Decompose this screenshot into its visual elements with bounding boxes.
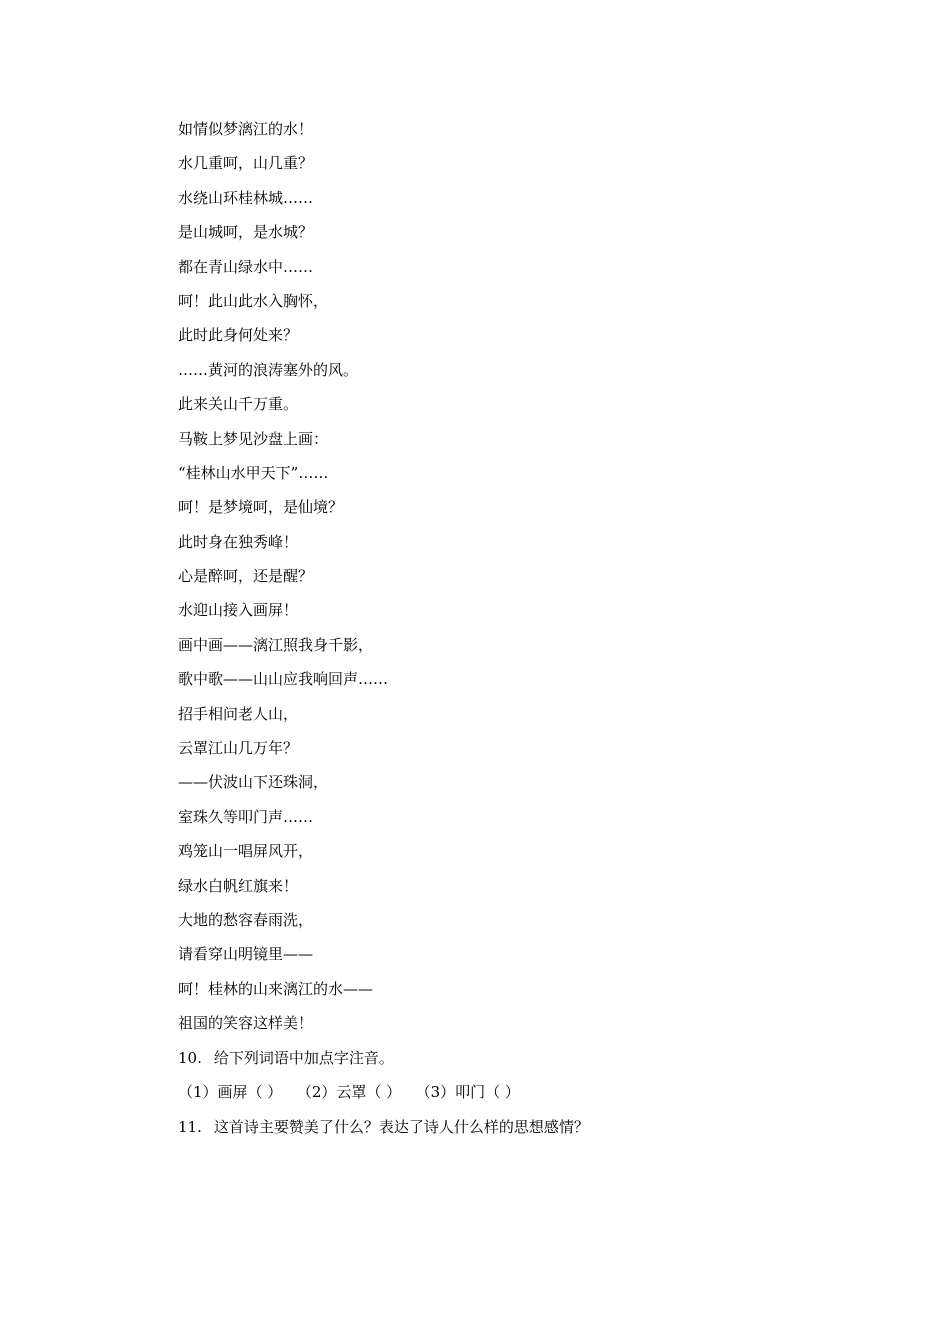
poem-line: 都在青山绿水中…… (178, 257, 314, 276)
poem-line: “桂林山水甲天下”…… (178, 463, 329, 482)
poem-line: 呵！此山此水入胸怀， (178, 291, 329, 310)
question-11-number: 11. (178, 1117, 202, 1136)
question-10-number: 10. (178, 1049, 202, 1067)
question-10-text: 给下列词语中加点字注音。 (213, 1049, 394, 1067)
questions-section (178, 1046, 589, 1149)
option-3: （3）叩门（ ） (423, 1083, 520, 1102)
poem-line: 云罩江山几万年？ (178, 739, 299, 758)
poem-line: 此时此身何处来？ (178, 326, 299, 345)
poem-line: ……黄河的浪涛塞外的风。 (178, 360, 359, 379)
poem-line: 马鞍上梦见沙盘上画： (178, 429, 329, 448)
question-11 (178, 1115, 589, 1149)
option-2: （2）云罩（ ） (304, 1083, 402, 1102)
poem-line: 此时身在独秀峰！ (178, 532, 299, 551)
poem-line: 呵！是梦境呵，是仙境？ (178, 498, 344, 517)
poem-body (178, 117, 388, 1046)
poem-line: 祖国的笑容这样美！ (178, 1014, 314, 1033)
question-10 (178, 1046, 589, 1080)
poem-line: 水几重呵，山几重？ (178, 154, 314, 173)
option-1: （1）画屏（ ） (178, 1083, 283, 1102)
poem-line: 如情似梦漓江的水！ (178, 120, 314, 138)
poem-line: 心是醉呵，还是醒？ (178, 567, 314, 586)
poem-line: 招手相问老人山， (178, 704, 299, 723)
poem-line: 画中画——漓江照我身千影， (178, 635, 374, 654)
poem-line: 水迎山接入画屏！ (178, 601, 299, 620)
poem-line: 绿水白帆红旗来！ (178, 876, 299, 895)
question-10-options (178, 1080, 589, 1114)
poem-line: 水绕山环桂林城…… (178, 188, 314, 207)
poem-line: ——伏波山下还珠洞， (178, 773, 329, 792)
poem-line: 此来关山千万重。 (178, 395, 299, 414)
poem-line: 歌中歌——山山应我响回声…… (178, 670, 389, 689)
question-11-text: 这首诗主要赞美了什么？表达了诗人什么样的思想感情？ (213, 1117, 589, 1136)
poem-line: 请看穿山明镜里—— (178, 945, 314, 964)
poem-line: 大地的愁容春雨洗， (178, 910, 314, 929)
poem-line: 呵！桂林的山来漓江的水—— (178, 979, 374, 998)
poem-line: 是山城呵，是水城？ (178, 223, 314, 242)
poem-line: 室珠久等叩门声…… (178, 807, 314, 826)
poem-line: 鸡笼山一唱屏风开， (178, 842, 314, 861)
